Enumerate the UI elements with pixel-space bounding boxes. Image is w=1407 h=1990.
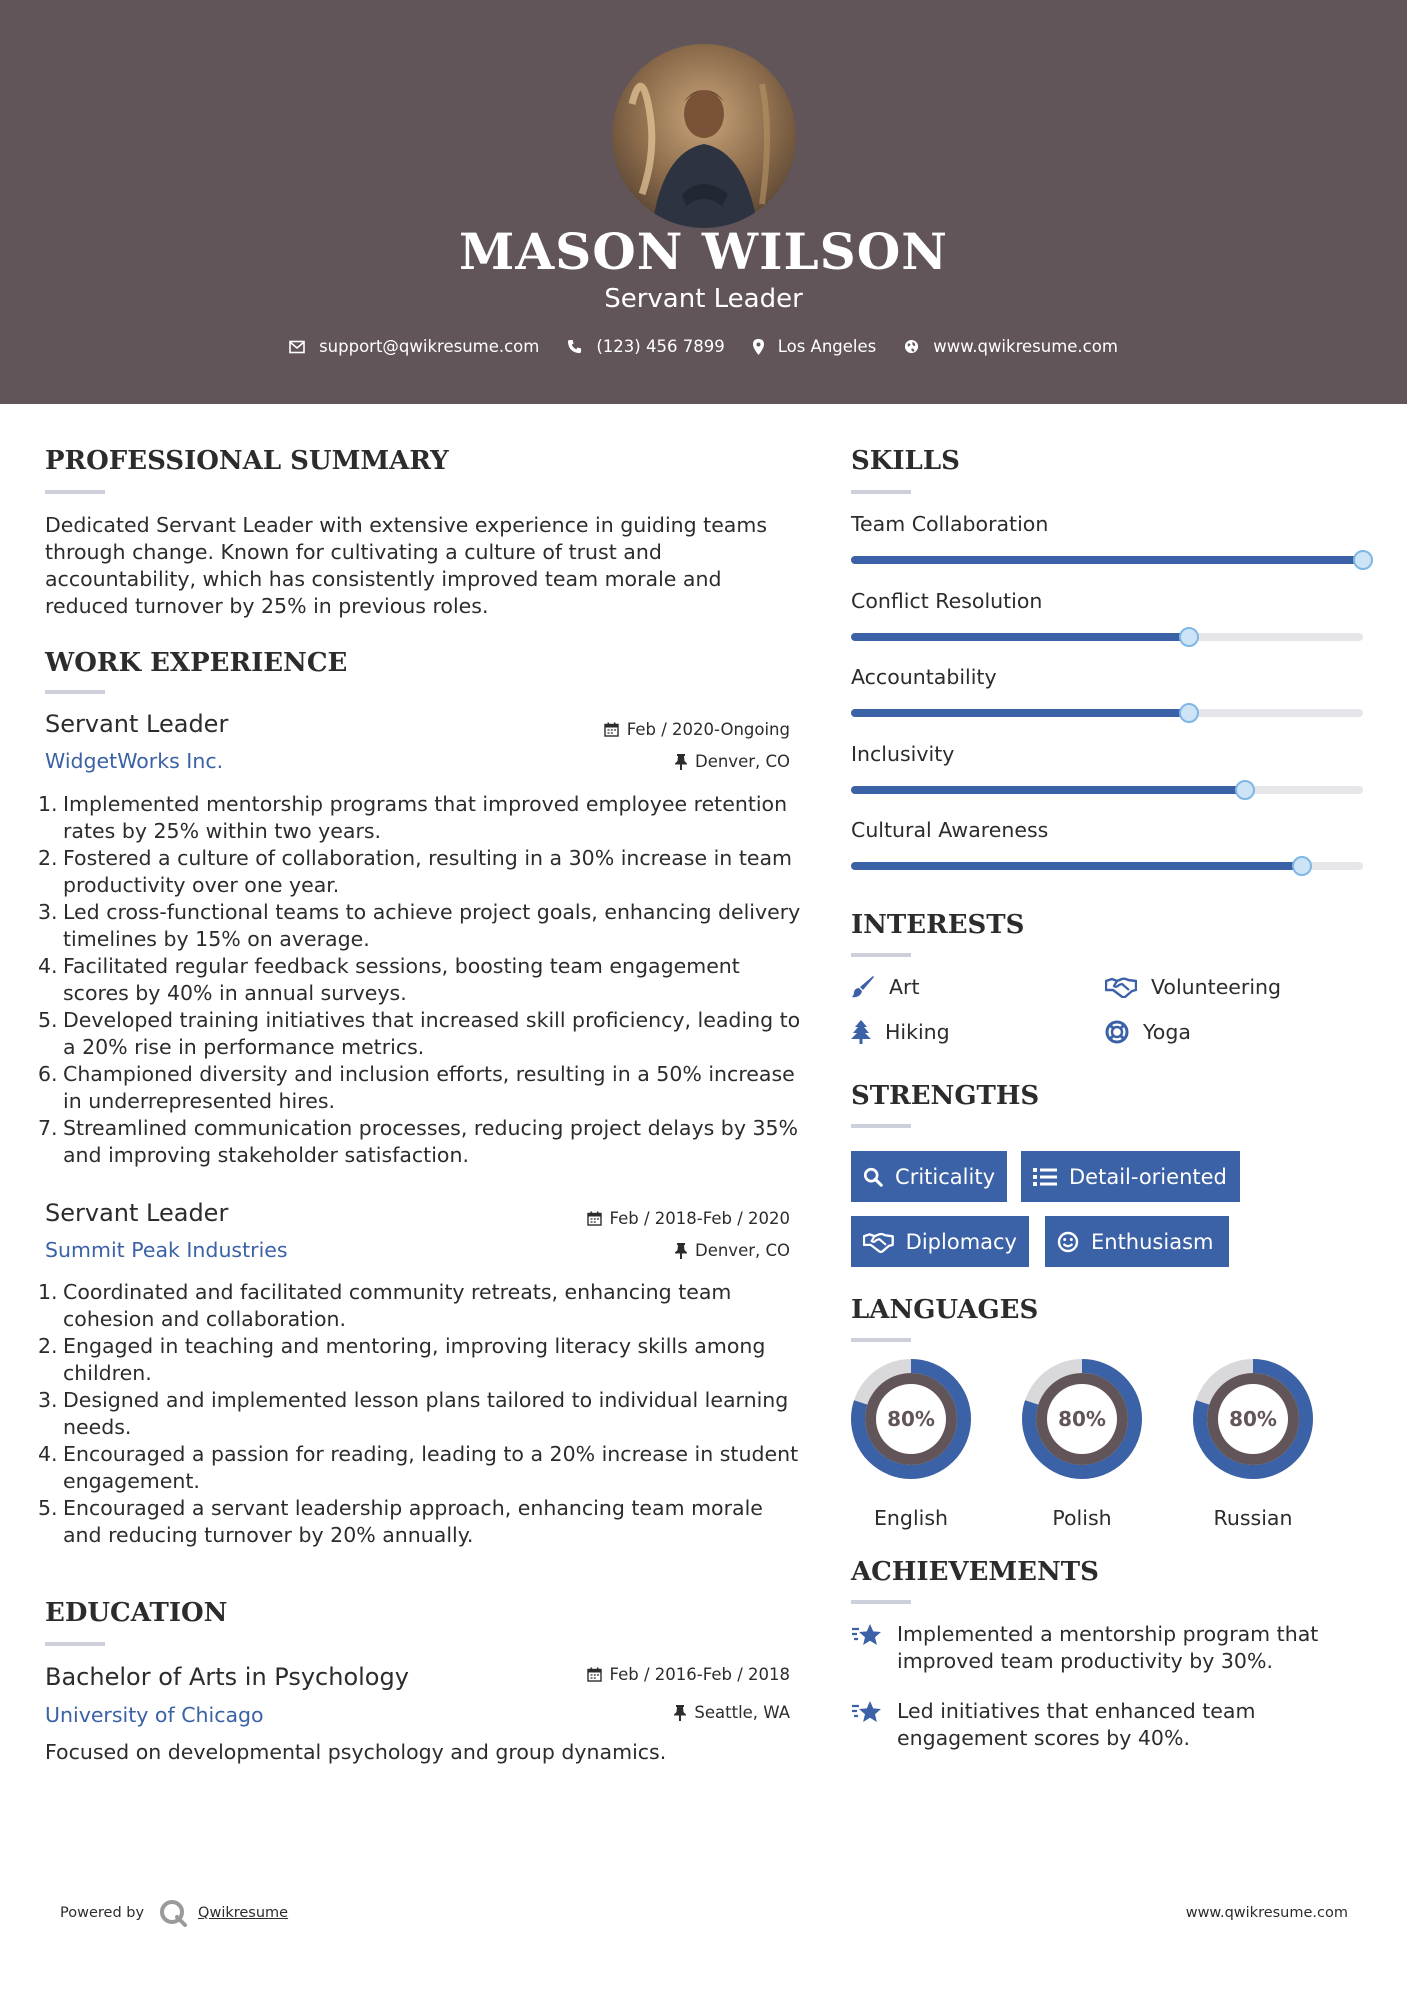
achievement-item: Implemented a mentorship program that improved team productivity by 30%. [851, 1621, 1351, 1675]
skill-label: Accountability [851, 665, 997, 689]
achievement-item: Led initiatives that enhanced team engagement scores by 40%. [851, 1698, 1351, 1752]
language-item [1021, 1358, 1143, 1530]
footer-powered-by [60, 1898, 288, 1928]
contact-phone[interactable] [567, 337, 724, 356]
skill-label: Conflict Resolution [851, 588, 1043, 613]
list-item: 6. Championed diversity and inclusion efforts, resulting in a 50% increase in underrepresented hires. [38, 1062, 795, 1113]
languages-heading: LANGUAGES [851, 1295, 1039, 1325]
education-divider [45, 1642, 105, 1646]
strengths-divider [851, 1124, 911, 1128]
contact-email[interactable] [289, 337, 539, 356]
email-text: support@qwikresume.com [319, 337, 540, 356]
interest-hiking: Hiking [851, 1020, 950, 1044]
skills-heading: SKILLS [851, 446, 960, 476]
strength-tag: Diplomacy [851, 1216, 1029, 1267]
skill-bar [851, 633, 1363, 641]
star-icon [851, 1700, 883, 1726]
skill-bar-knob [1235, 780, 1255, 800]
star-icon [851, 1623, 883, 1649]
resume-header [0, 0, 1407, 404]
thumbtack-icon [674, 1705, 686, 1721]
contact-location [753, 337, 877, 356]
envelope-icon [289, 340, 305, 354]
skill-bar [851, 709, 1363, 717]
education-location-text: Seattle, WA [694, 1703, 790, 1722]
achievements-heading: ACHIEVEMENTS [851, 1557, 1099, 1587]
job-dates-text: Feb / 2018-Feb / 2020 [609, 1209, 790, 1228]
skill-bar-knob [1353, 550, 1373, 570]
search-icon [863, 1166, 883, 1188]
language-percent: 80% [887, 1407, 935, 1431]
company-name[interactable]: Summit Peak Industries [45, 1238, 288, 1262]
skill-bar-fill [851, 556, 1363, 564]
strengths-heading: STRENGTHS [851, 1081, 1040, 1111]
education-description: Focused on developmental psychology and group dynamics. [45, 1740, 667, 1764]
job-title: Servant Leader [45, 710, 229, 738]
strength-tag: Criticality [851, 1151, 1007, 1202]
school-name[interactable]: University of Chicago [45, 1703, 264, 1727]
contact-bar [0, 337, 1407, 356]
skill-label: Inclusivity [851, 741, 955, 766]
summary-divider [45, 490, 105, 494]
achievements-divider [851, 1600, 911, 1604]
language-name: English [873, 1506, 949, 1530]
calendar-icon [604, 722, 619, 737]
candidate-name: MASON WILSON [459, 222, 948, 281]
language-item [850, 1358, 972, 1530]
job-dates [500, 720, 790, 739]
list-icon [1033, 1167, 1057, 1187]
interest-art: Art [851, 975, 920, 999]
skill-bar-fill [851, 709, 1189, 717]
language-percent: 80% [1058, 1407, 1106, 1431]
skill-bar [851, 556, 1363, 564]
list-item: 2. Fostered a culture of collaboration, resulting in a 30% increase in team productivity over one year. [38, 846, 793, 897]
interests-heading: INTERESTS [851, 910, 1025, 940]
list-item: 3. Designed and implemented lesson plans tailored to individual learning needs. [38, 1388, 789, 1439]
experience-heading: WORK EXPERIENCE [45, 648, 348, 678]
skill-bar-knob [1179, 703, 1199, 723]
job-location-text: Denver, CO [694, 1241, 790, 1260]
skills-divider [851, 490, 911, 494]
company-name[interactable]: WidgetWorks Inc. [45, 749, 224, 773]
list-item: 4. Encouraged a passion for reading, leading to a 20% increase in student engagement. [38, 1442, 799, 1493]
list-item: 5. Developed training initiatives that increased skill proficiency, leading to a 20% rise in performance metrics. [38, 1008, 801, 1059]
list-item: 1. Implemented mentorship programs that improved employee retention rates by 25% within two years. [38, 792, 788, 843]
interests-divider [851, 953, 911, 957]
education-dates [500, 1665, 790, 1684]
paint-brush-icon [851, 975, 875, 999]
language-name: Russian [1213, 1506, 1293, 1530]
job-achievements-list [38, 1279, 805, 1549]
profile-photo [612, 44, 796, 228]
language-ring [1192, 1358, 1314, 1480]
skill-bar-knob [1292, 856, 1312, 876]
list-item: 2. Engaged in teaching and mentoring, improving literacy skills among children. [38, 1334, 766, 1385]
phone-icon [567, 339, 582, 354]
interest-volunteering: Volunteering [1105, 975, 1281, 999]
education-dates-text: Feb / 2016-Feb / 2018 [609, 1665, 790, 1684]
skill-bar [851, 786, 1363, 794]
qwikresume-link[interactable]: Qwikresume [198, 1905, 289, 1921]
list-item: 1. Coordinated and facilitated community retreats, enhancing team cohesion and collaboration. [38, 1280, 732, 1331]
summary-text: Dedicated Servant Leader with extensive experience in guiding teams through change. Known for cultivating a culture of trust and accountability, which has consistently improved team morale and reduced turnover by 25% in previous roles. [45, 513, 768, 618]
skill-bar-fill [851, 862, 1302, 870]
strength-tag: Detail-oriented [1021, 1151, 1240, 1202]
education-heading: EDUCATION [45, 1598, 228, 1628]
strength-tag: Enthusiasm [1045, 1216, 1229, 1267]
map-marker-icon [753, 339, 764, 355]
skill-bar-knob [1179, 627, 1199, 647]
skill-bar-fill [851, 786, 1245, 794]
experience-divider [45, 690, 105, 694]
job-title: Servant Leader [45, 1199, 229, 1227]
contact-website[interactable] [904, 337, 1118, 356]
summary-heading: PROFESSIONAL SUMMARY [45, 446, 449, 476]
qwikresume-logo-icon [158, 1898, 188, 1928]
footer-website[interactable]: www.qwikresume.com [1185, 1905, 1348, 1921]
website-text: www.qwikresume.com [933, 337, 1118, 356]
handshake-icon [863, 1231, 894, 1253]
handshake-icon [1105, 976, 1137, 998]
language-percent: 80% [1229, 1407, 1277, 1431]
list-item: 4. Facilitated regular feedback sessions, boosting team engagement scores by 40% in annual surveys. [38, 954, 740, 1005]
thumbtack-icon [675, 754, 687, 770]
globe-icon [904, 339, 919, 354]
degree-title: Bachelor of Arts in Psychology [45, 1663, 409, 1691]
languages-divider [851, 1338, 911, 1342]
calendar-icon [587, 1667, 602, 1682]
language-name: Polish [1052, 1506, 1112, 1530]
tree-icon [851, 1020, 871, 1044]
language-item [1192, 1358, 1314, 1530]
powered-by-text: Powered by [60, 1905, 145, 1921]
skill-label: Team Collaboration [851, 512, 1049, 536]
interest-yoga: Yoga [1105, 1020, 1191, 1044]
life-ring-icon [1105, 1020, 1129, 1044]
education-location [500, 1703, 790, 1722]
location-text: Los Angeles [777, 337, 877, 356]
job-location [500, 752, 790, 771]
smile-icon [1057, 1231, 1079, 1253]
candidate-title: Servant Leader [604, 284, 803, 314]
skill-bar-fill [851, 633, 1189, 641]
calendar-icon [587, 1211, 602, 1226]
list-item: 7. Streamlined communication processes, reducing project delays by 35% and improving stakeholder satisfaction. [38, 1116, 799, 1167]
list-item: 5. Encouraged a servant leadership approach, enhancing team morale and reducing turnover by 20% annually. [38, 1496, 763, 1547]
skill-bar [851, 862, 1363, 870]
list-item: 3. Led cross-functional teams to achieve project goals, enhancing delivery timelines by 15% on average. [38, 900, 801, 951]
skill-label: Cultural Awareness [851, 818, 1049, 842]
job-location [500, 1241, 790, 1260]
job-dates [500, 1209, 790, 1228]
phone-text: (123) 456 7899 [596, 337, 725, 356]
language-ring [850, 1358, 972, 1480]
job-location-text: Denver, CO [694, 752, 790, 771]
language-ring [1021, 1358, 1143, 1480]
thumbtack-icon [675, 1243, 687, 1259]
job-achievements-list [38, 791, 805, 1169]
job-dates-text: Feb / 2020-Ongoing [626, 720, 790, 739]
